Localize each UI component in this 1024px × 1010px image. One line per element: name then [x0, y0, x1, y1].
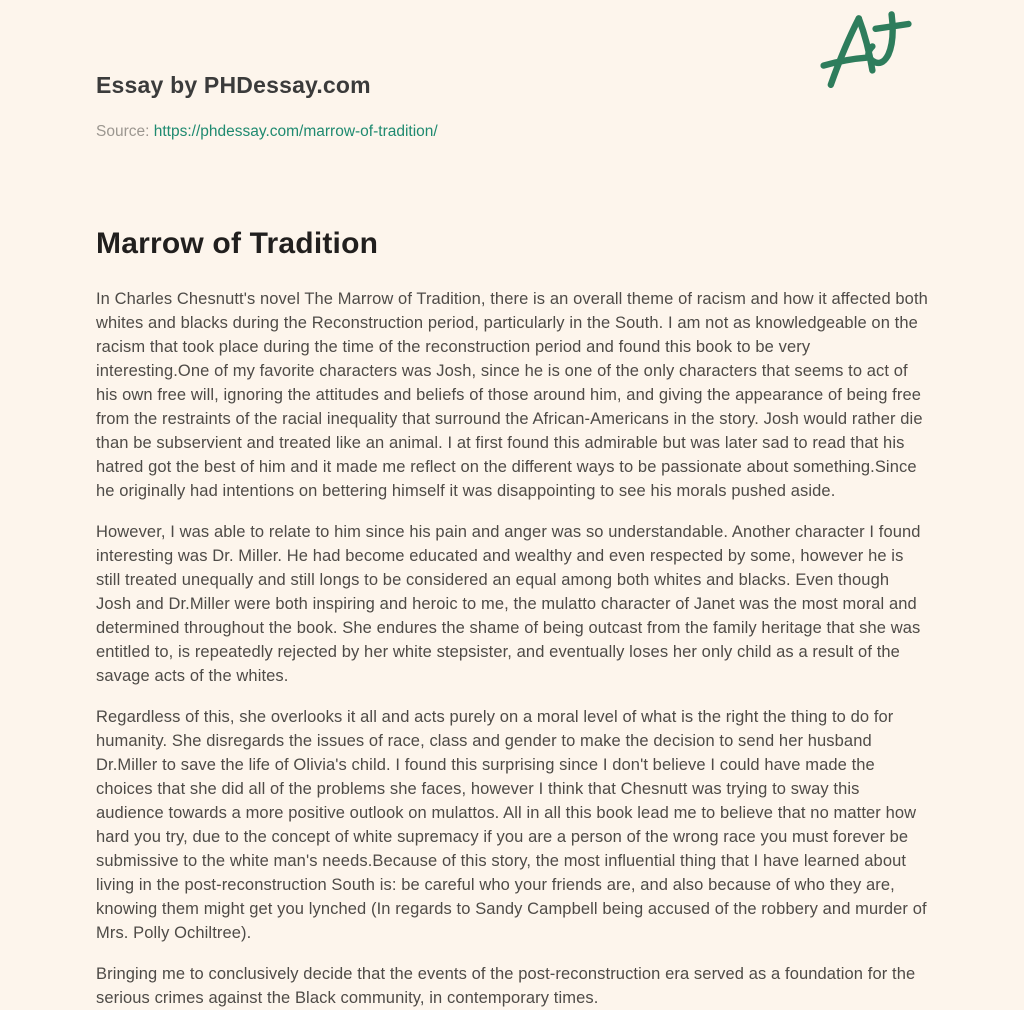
byline-heading: Essay by PHDessay.com — [96, 72, 371, 98]
source-line — [96, 123, 928, 141]
source-label: Source: — [96, 123, 150, 140]
essay-body — [96, 287, 928, 1010]
essay-paragraph-1: In Charles Chesnutt's novel The Marrow of Tradition, there is an overall theme of racism and how it affected both whites and blacks during the Reconstruction period, particularly in the South. I am not as knowledgeable on the racism that took place during the time of the reconstruction period and found this book to be very interesting.One of my favorite characters was Josh, since he is one of the only characters that seems to act of his own free will, ignoring the attitudes and beliefs of those around him, and giving the appearance of being free from the restraints of the racial inequality that surround the African-Americans in the story. Josh would rather die than be subservient and treated like an animal. I at first found this admirable but was later sad to read that his hatred got the best of him and it made me reflect on the different ways to be passionate about something.Since he originally had intentions on bettering himself it was disappointing to see his morals pushed aside. — [96, 290, 928, 500]
a-plus-logo-icon — [818, 2, 914, 102]
essay-paragraph-3: Regardless of this, she overlooks it all and acts purely on a moral level of what is the right the thing to do for humanity. She disregards the issues of race, class and gender to make the decision to send her husband Dr.Miller to save the life of Olivia's child. I found this surprising since I don't believe I could have made the choices that she did all of the problems she faces, however I think that Chesnutt was trying to sway this audience towards a more positive outlook on mulattos. All in all this book lead me to believe that no matter how hard you try, due to the concept of white supremacy if you are a person of the wrong race you must forever be submissive to the white man's needs.Because of this story, the most influential thing that I have learned about living in the post-reconstruction South is: be careful who your friends are, and also because of who they are, knowing them might get you lynched (In regards to Sandy Campbell being accused of the robbery and murder of Mrs. Polly Ochiltree). — [96, 708, 927, 942]
essay-paragraph-4: Bringing me to conclusively decide that the events of the post-reconstruction era served as a foundation for the serious crimes against the Black community, in contemporary times. — [96, 965, 916, 1007]
essay-page — [96, 0, 928, 1010]
essay-title: Marrow of Tradition — [96, 227, 379, 260]
source-link[interactable]: https://phdessay.com/marrow-of-tradition/ — [153, 123, 438, 140]
essay-paragraph-2: However, I was able to relate to him since his pain and anger was so understandable. Another character I found interesting was Dr. Miller. He had become educated and wealthy and even respected by some, however he is still treated unequally and still longs to be considered an equal among both whites and blacks. Even though Josh and Dr.Miller were both inspiring and heroic to me, the mulatto character of Janet was the most moral and determined throughout the book. She endures the shame of being outcast from the family heritage that she was entitled to, is repeatedly rejected by her white stepsister, and eventually loses her only child as a result of the savage acts of the whites. — [96, 523, 921, 685]
